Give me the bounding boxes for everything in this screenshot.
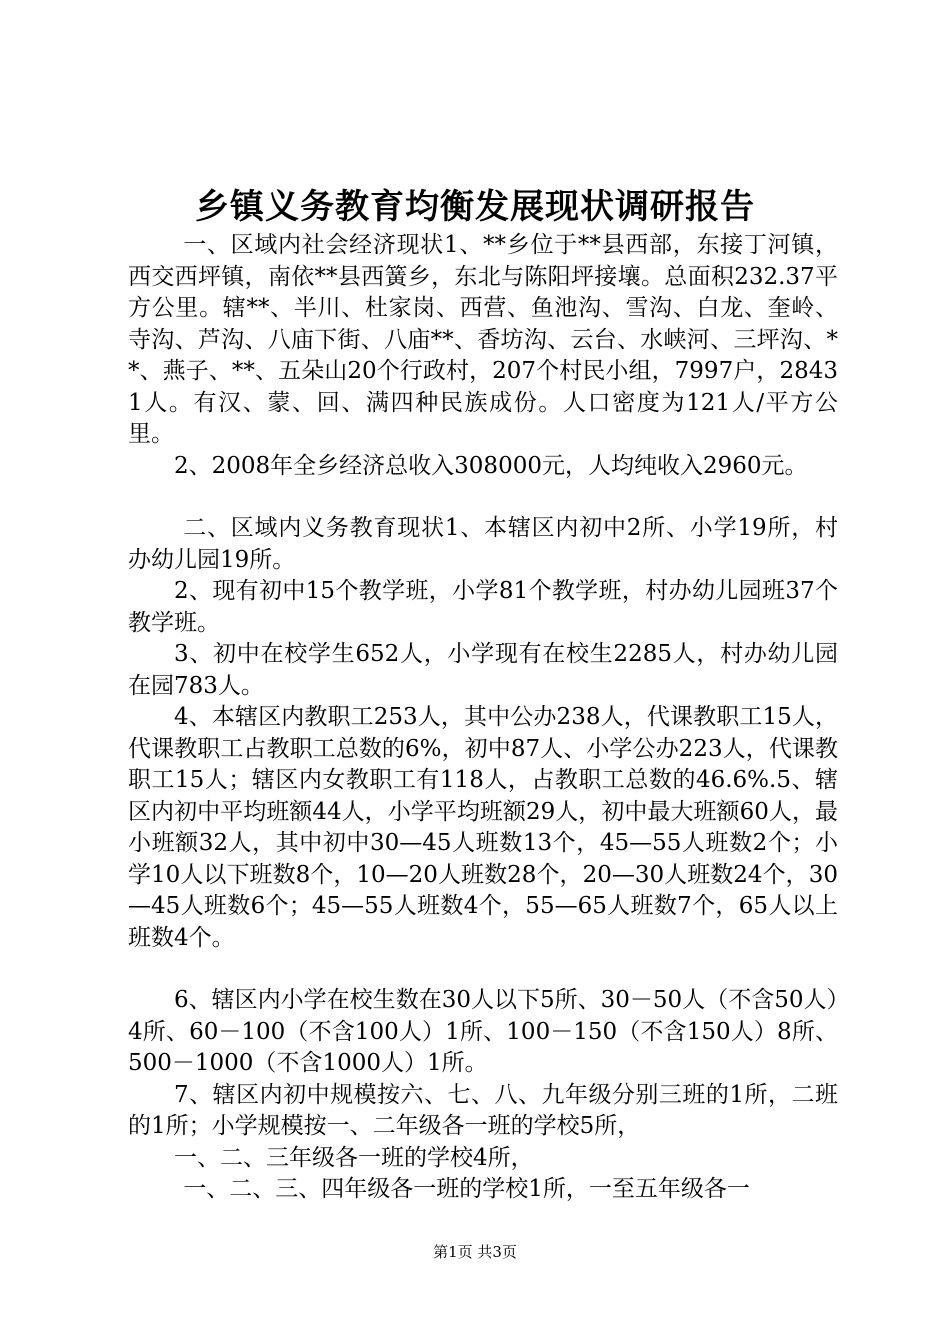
paragraph-socio-economic-1: 一、区域内社会经济现状1、**乡位于**县西部，东接丁河镇，西交西坪镇，南依**县西簧乡，东北与陈阳坪接壤。总面积232.37平方公里。辖**、半川、杜家岗、西营、鱼池沟、雪沟、白龙、奎岭、寺沟、芦沟、八庙下街、八庙**、香坊沟、云台、水峡河、三坪沟、**、燕子、**、五朵山20个行政村，207个村民小组，7997户，28431人。有汉、蒙、回、满四种民族成份。人口密度为121人/平方公里。: [128, 232, 838, 447]
paragraph-socio-economic-2: 2、2008年全乡经济总收入308000元，人均纯收入2960元。: [174, 452, 808, 479]
document-body: [128, 230, 838, 1206]
paragraph-education-3: 3、初中在校学生652人，小学现有在校生2285人，村办幼儿园在园783人。: [128, 641, 838, 699]
paragraph-education-6: 6、辖区内小学在校生数在30人以下5所、30－50人（不含50人）4所、60－100（不含100人）1所、100－150（不含150人）8所、500－1000（不含1000人）1所。: [128, 987, 838, 1076]
paragraph-education-4: 4、本辖区内教职工253人，其中公办238人，代课教职工15人，代课教职工占教职工总数的6%，初中87人、小学公办223人，代课教职工15人；辖区内女教职工有118人，占教职工总数的46.6%.5、辖区内初中平均班额44人，小学平均班额29人，初中最大班额60人，最小班额32人，其中初中30—45人班数13个，45—55人班数2个；小学10人以下班数8个，10—20人班数28个，20—30人班数24个，30—45人班数6个；45—55人班数4个，55—65人班数7个，65人以上班数4个。: [128, 704, 838, 951]
paragraph-education-1: 二、区域内义务教育现状1、本辖区内初中2所、小学19所，村办幼儿园19所。: [128, 515, 838, 573]
paragraph-education-7: 7、辖区内初中规模按六、七、八、九年级分别三班的1所，二班的1所；小学规模按一、二年级各一班的学校5所，: [128, 1081, 838, 1139]
paragraph-education-2: 2、现有初中15个教学班，小学81个教学班，村办幼儿园班37个教学班。: [128, 578, 838, 636]
paragraph-education-7-cont-2: 一、二、三、四年级各一班的学校1所，一至五年级各一: [183, 1176, 750, 1202]
page-footer: 第1页 共3页: [433, 1243, 517, 1261]
document-title: 乡镇义务教育均衡发展现状调研报告: [195, 187, 755, 227]
paragraph-education-7-cont-1: 一、二、三年级各一班的学校4所，: [174, 1144, 534, 1171]
